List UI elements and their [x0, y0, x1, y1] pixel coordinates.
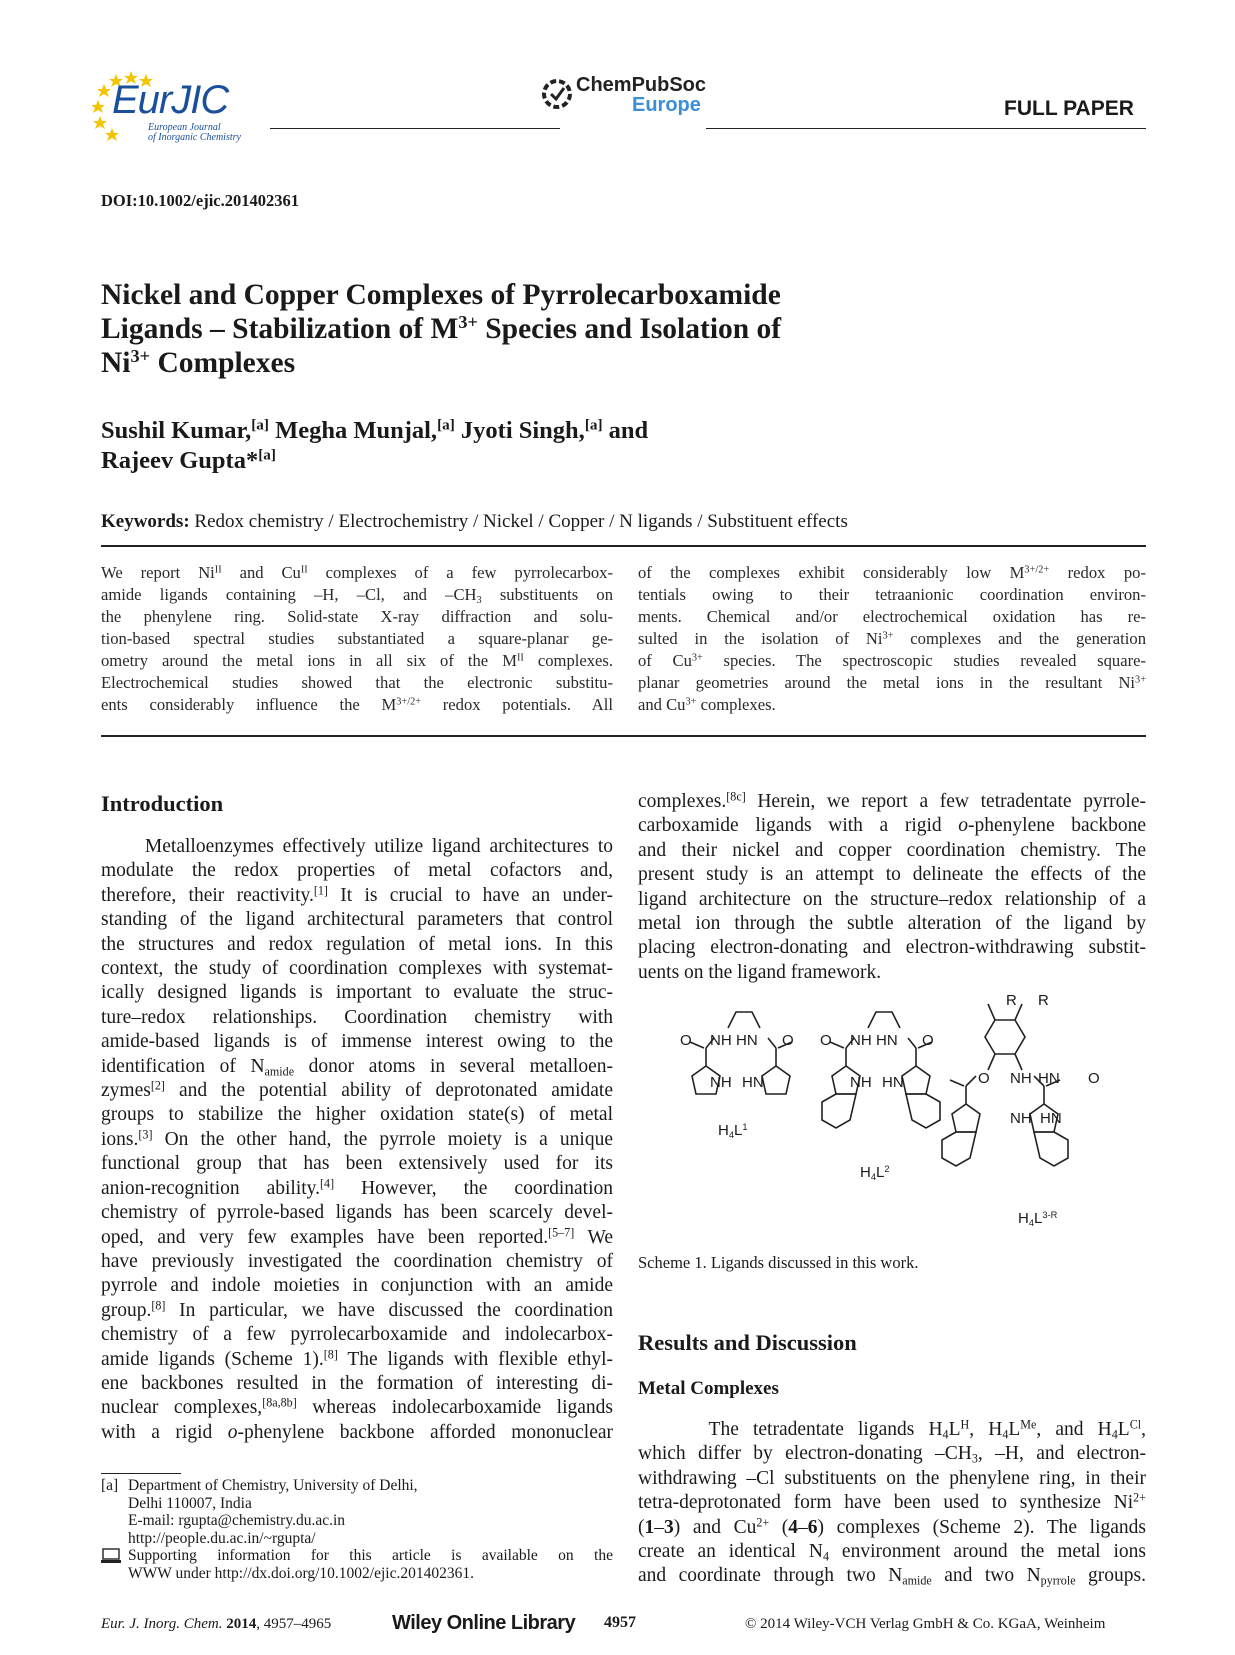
results-line: withdrawing –Cl substituents on the phenylene ring, in their: [638, 1467, 1146, 1489]
body-line: uents on the ligand framework.: [638, 961, 882, 983]
computer-icon: [101, 1548, 121, 1564]
abstract-line: of the complexes exhibit considerably low $M^{3+/2+}$ redox po-: [638, 563, 1146, 582]
author-list: [101, 416, 648, 476]
intro-line: groups to stabilize the higher oxidation state(s) of metal: [101, 1104, 613, 1126]
results-line: tetra-deprotonated form have been used to synthesize $Ni^{2+}$: [638, 1491, 1146, 1514]
body-line: ligand architecture on the structure–redox relationship of a: [638, 888, 1146, 910]
intro-line: modulate the redox properties of metal cofactors and,: [101, 860, 613, 882]
intro-line: have previously investigated the coordination chemistry of: [101, 1250, 613, 1272]
author-line-1: Sushil Kumar,[a] Megha Munjal,[a] Jyoti Singh,[a] and: [101, 416, 649, 444]
abstract-line: ometry around the metal ions in all six of the $M^{II}$ complexes.: [101, 651, 613, 670]
si-line-2[interactable]: WWW under http://dx.doi.org/10.1002/ejic.201402361.: [128, 1564, 474, 1582]
intro-line: chemistry of pyrrole-based ligands has been scarcely devel-: [101, 1202, 613, 1224]
author-4: Rajeev Gupta*: [101, 447, 259, 474]
intro-line: the structures and redox regulation of metal ions. In this: [101, 933, 613, 955]
footer-citation: Eur. J. Inorg. Chem. 2014, 4957–4965: [101, 1616, 332, 1632]
intro-line: context, the study of coordination complexes with systemat-: [101, 958, 613, 980]
si-line-1: Supporting information for this article is available on the: [128, 1547, 613, 1564]
author-and: and: [608, 417, 649, 444]
atom-o: O: [782, 1032, 794, 1049]
intro-line: pyrrole and indole moieties in conjunction with an amide: [101, 1275, 613, 1297]
eurjic-logo: [92, 68, 272, 144]
abstract-line: We report $Ni^{II}$ and $Cu^{II}$ complexes of a few pyrrolecarbox-: [101, 563, 613, 582]
body-line: present study is an attempt to delineate the effects of the: [638, 864, 1146, 886]
abstract-line: planar geometries around the metal ions in the resultant $Ni^{3+}$: [638, 673, 1146, 692]
intro-line: with a rigid o-phenylene backbone afforded mononuclear: [101, 1421, 613, 1443]
body-line: metal ion through the subtle alteration of the ligand by: [638, 913, 1146, 935]
keywords-text: Redox chemistry / Electrochemistry / Nickel / Copper / N ligands / Substituent effects: [194, 511, 848, 532]
atom-r: R: [1006, 992, 1017, 1009]
title-line-2: Ligands – Stabilization of $M^{3+}$ Species and Isolation of: [101, 311, 782, 345]
ligand-label-1: $H_4L^1$: [718, 1121, 748, 1140]
results-line: which differ by electron-donating $-CH_3$, –H, and electron-: [638, 1443, 1146, 1467]
footnote-url[interactable]: http://people.du.ac.in/~rgupta/: [128, 1529, 316, 1547]
footer-copyright: © 2014 Wiley-VCH Verlag GmbH & Co. KGaA, Weinheim: [745, 1616, 1106, 1632]
intro-line: ene backbones resulted in the formation of interesting di-: [101, 1372, 613, 1394]
author-1: Sushil Kumar,: [101, 417, 252, 444]
results-line: create an identical $N_4$ environment around the metal ions: [638, 1541, 1146, 1564]
author-2: Megha Munjal,: [275, 417, 438, 444]
footnote-line: Delhi 110007, India: [128, 1494, 252, 1512]
footnote-line: Department of Chemistry, University of Delhi,: [128, 1477, 418, 1494]
results-heading: Results and Discussion: [638, 1330, 857, 1355]
intro-line: zymes[2] and the potential ability of deprotonated amidate: [101, 1079, 613, 1102]
title-line-3: $Ni^{3+}$ Complexes: [101, 345, 296, 379]
abstract-line: and $Cu^{3+}$ complexes.: [638, 695, 776, 714]
scheme-caption: Scheme 1. Ligands discussed in this work.: [638, 1253, 919, 1272]
paper-type: FULL PAPER: [1004, 97, 1134, 120]
atom-nh: NH: [850, 1074, 872, 1091]
abstract-line: tion-based spectral studies substantiated a square-planar ge-: [101, 629, 613, 648]
wiley-online-library[interactable]: Wiley Online Library: [392, 1612, 576, 1634]
abstract-line: tentials owing to their tetraanionic coordination environ-: [638, 585, 1146, 604]
atom-nh: NH: [1010, 1110, 1032, 1127]
chempubsoc-text: ChemPubSoc: [576, 74, 707, 96]
intro-line: ture–redox relationships. Coordination chemistry with: [101, 1006, 613, 1028]
intro-line: functional group that has been extensively used for its: [101, 1153, 613, 1175]
intro-line: amide ligands (Scheme 1).[8] The ligands with flexible ethyl-: [101, 1347, 613, 1370]
atom-nh: NH: [850, 1032, 872, 1049]
keywords-label: Keywords:: [101, 511, 190, 532]
results-line: and coordinate through two $N_{amide}$ and two $N_{pyrrole}$ groups.: [638, 1565, 1146, 1589]
results-line: (1–3) and $Cu^{2+}$ (4–6) complexes (Scheme 2). The ligands: [638, 1515, 1146, 1538]
page-number: 4957: [604, 1614, 636, 1631]
atom-nh: NH: [710, 1074, 732, 1091]
atom-o: O: [922, 1032, 934, 1049]
atom-o: O: [978, 1070, 990, 1087]
atom-nh: NH: [710, 1032, 732, 1049]
intro-line: group.[8] In particular, we have discussed the coordination: [101, 1298, 613, 1321]
intro-line: amide-based ligands is of immense interest owing to the: [101, 1031, 613, 1053]
intro-body: [101, 835, 613, 1445]
abstract-line: amide ligands containing –H, –Cl, and $-CH_3$ substituents on: [101, 585, 613, 606]
intro-line: identification of $N_{amide}$ donor atoms in several metalloen-: [101, 1055, 613, 1079]
abstract-right: [638, 562, 1146, 716]
footnote-mark: [a]: [101, 1477, 119, 1494]
intro-line: therefore, their reactivity.[1] It is crucial to have an under-: [101, 883, 613, 906]
intro-line: ions.[3] On the other hand, the pyrrole moiety is a unique: [101, 1127, 613, 1150]
intro-line: chemistry of a few pyrrolecarboxamide and indolecarbox-: [101, 1324, 613, 1346]
results-body: [638, 1418, 1146, 1589]
chempubsoc-emblem-icon: [540, 76, 574, 112]
abstract-line: sulted in the isolation of $Ni^{3+}$ complexes and the generation: [638, 629, 1146, 648]
atom-hn: HN: [876, 1032, 898, 1049]
atom-hn: HN: [742, 1074, 764, 1091]
atom-o: O: [820, 1032, 832, 1049]
atom-nh: NH: [1010, 1070, 1032, 1087]
atom-hn: HN: [736, 1032, 758, 1049]
abstract-bottom-rule: [101, 735, 1146, 737]
ligand-label-3: $H_4L^{3-R}$: [1018, 1209, 1058, 1228]
ligand-label-2: $H_4L^2$: [860, 1163, 890, 1182]
title-line-1: Nickel and Copper Complexes of Pyrrolecarboxamide: [101, 279, 781, 311]
intro-line: anion-recognition ability.[4] However, the coordination: [101, 1176, 613, 1199]
chempubsoc-logo: [540, 74, 707, 118]
journal-logo-sub2: of Inorganic Chemistry: [148, 132, 241, 143]
results-line: The tetradentate ligands $H_4L^H$, $H_4L^{Me}$, and $H_4L^{Cl}$,: [638, 1418, 1146, 1442]
footnote-rule: [101, 1473, 181, 1474]
supporting-info-note: [101, 1547, 613, 1582]
body-line: and their nickel and copper coordination chemistry. The: [638, 839, 1146, 861]
intro-heading: Introduction: [101, 791, 224, 816]
intro-line: Metalloenzymes effectively utilize ligand architectures to: [101, 836, 613, 857]
abstract-line: ents considerably influence the $M^{3+/2+}$ redox potentials. All: [101, 695, 613, 714]
doi: DOI:10.1002/ejic.201402361: [101, 191, 299, 210]
europe-text: Europe: [632, 94, 701, 116]
article-title: [101, 278, 781, 380]
body-line: complexes.[8c] Herein, we report a few tetradentate pyrrole-: [638, 790, 1146, 812]
scheme-1: [670, 990, 1110, 1230]
atom-hn: HN: [1038, 1070, 1060, 1087]
body-line: carboxamide ligands with a rigid o-phenylene backbone: [638, 815, 1146, 837]
keywords: [101, 511, 848, 533]
journal-logo-name: EurJIC: [112, 78, 229, 122]
abstract-line: of $Cu^{3+}$ species. The spectroscopic studies revealed square-: [638, 651, 1146, 670]
intro-line: oped, and very few examples have been reported.[5–7] We: [101, 1225, 613, 1248]
journal-logo-sub1: European Journal: [148, 122, 221, 133]
abstract-top-rule: [101, 545, 1146, 547]
intro-line: standing of the ligand architectural parameters that control: [101, 909, 613, 931]
abstract-line: ments. Chemical and/or electrochemical oxidation has re-: [638, 607, 1146, 626]
author-line-2: Rajeev Gupta*[a]: [101, 446, 276, 474]
footnote-email[interactable]: E-mail: rgupta@chemistry.du.ac.in: [128, 1512, 346, 1529]
affiliation-footnote: [101, 1477, 613, 1547]
abstract-line: Electrochemical studies showed that the electronic substitu-: [101, 673, 613, 692]
body-line: placing electron-donating and electron-withdrawing substit-: [638, 937, 1146, 959]
atom-o: O: [680, 1032, 692, 1049]
atom-hn: HN: [1040, 1110, 1062, 1127]
author-3: Jyoti Singh,: [460, 417, 585, 444]
right-col-body: [638, 790, 1146, 985]
atom-o: O: [1088, 1070, 1100, 1087]
metal-complexes-subheading: Metal Complexes: [638, 1378, 779, 1399]
header-rule-left: [270, 128, 560, 129]
atom-r: R: [1038, 992, 1049, 1009]
abstract-line: the phenylene ring. Solid-state X-ray diffraction and solu-: [101, 607, 613, 626]
atom-hn: HN: [882, 1074, 904, 1091]
abstract-left: [101, 562, 613, 716]
header-rule-right: [706, 128, 1146, 129]
intro-line: ically designed ligands is important to evaluate the struc-: [101, 982, 613, 1004]
intro-line: nuclear complexes,[8a,8b] whereas indolecarboxamide ligands: [101, 1396, 613, 1419]
